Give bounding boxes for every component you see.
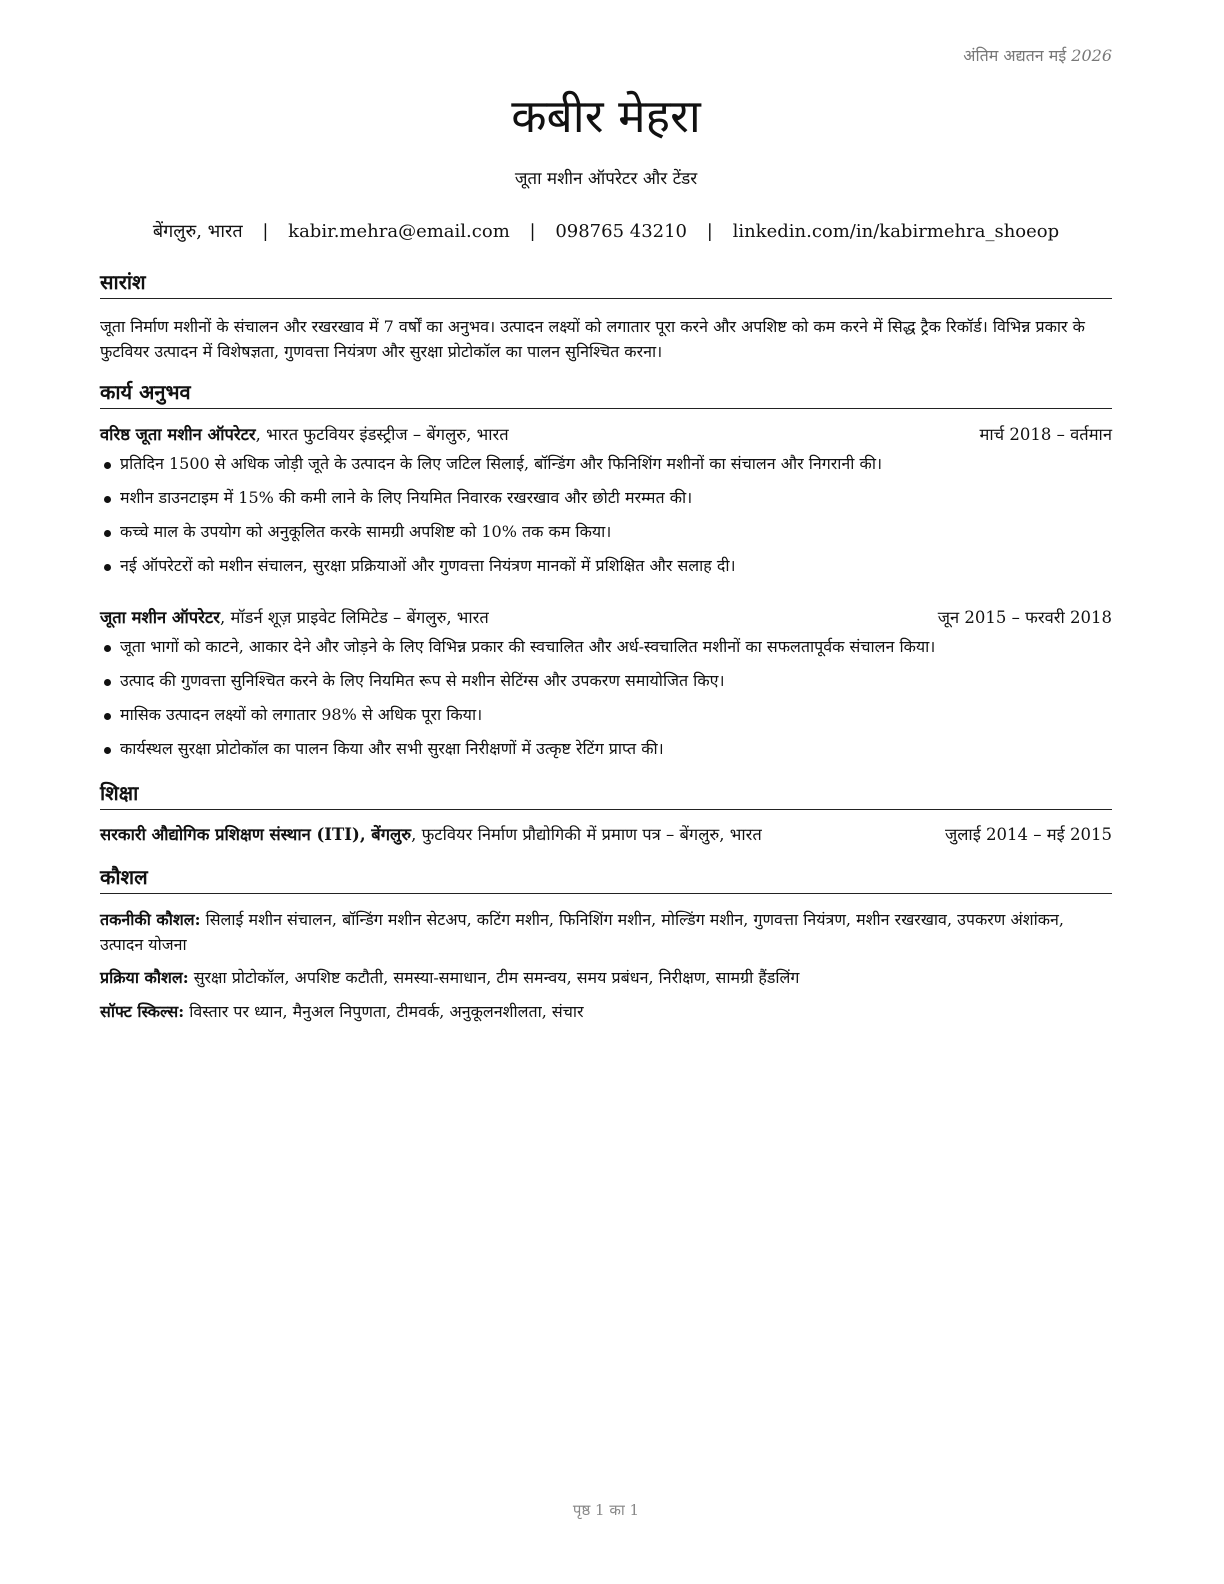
skill-value: विस्तार पर ध्यान, मैनुअल निपुणता, टीमवर्क, अनुकूलनशीलता, संचार — [184, 1002, 584, 1021]
last-updated — [963, 44, 1112, 66]
experience-heading: कार्य अनुभव — [100, 378, 1112, 409]
education-entry — [100, 823, 1112, 847]
skill-value: सिलाई मशीन संचालन, बॉन्डिंग मशीन सेटअप, कटिंग मशीन, फिनिशिंग मशीन, मोल्डिंग मशीन, गुणवत्ता नियंत्रण, मशीन रखरखाव, उपकरण अंशांकन, उत्पादन योजना — [100, 910, 1064, 954]
contact-separator: | — [529, 221, 536, 242]
job-bullets — [100, 452, 1112, 588]
education-dates: जुलाई 2014 – मई 2015 — [945, 825, 1112, 844]
job-header — [100, 606, 1112, 630]
list-item: कच्चे माल के उपयोग को अनुकूलित करके सामग्री अपशिष्ट को 10% तक कम किया। — [100, 520, 1112, 554]
last-updated-year: 2026 — [1071, 46, 1112, 65]
contact-linkedin[interactable]: linkedin.com/in/kabirmehra_shoeop — [732, 221, 1060, 242]
job-role: वरिष्ठ जूता मशीन ऑपरेटर — [100, 425, 256, 444]
contact-location: बेंगलुरु, भारत — [152, 221, 243, 242]
skills-soft — [100, 999, 1112, 1024]
list-item: मासिक उत्पादन लक्ष्यों को लगातार 98% से अधिक पूरा किया। — [100, 703, 1112, 737]
contact-separator: | — [706, 221, 713, 242]
skill-label: प्रक्रिया कौशल: — [100, 968, 189, 987]
job-bullets — [100, 635, 1112, 771]
skills-heading: कौशल — [100, 863, 1112, 894]
job-header — [100, 423, 1112, 447]
resume-page — [100, 0, 1112, 1584]
contact-phone: 098765 43210 — [555, 221, 688, 242]
candidate-name: कबीर मेहरा — [511, 89, 701, 143]
page-number: पृष्ठ 1 का 1 — [572, 1501, 640, 1519]
list-item: प्रतिदिन 1500 से अधिक जोड़ी जूते के उत्पादन के लिए जटिल सिलाई, बॉन्डिंग और फिनिशिंग मशीनों का संचालन और निगरानी की। — [100, 452, 1112, 486]
list-item: उत्पाद की गुणवत्ता सुनिश्चित करने के लिए नियमित रूप से मशीन सेटिंग्स और उपकरण समायोजित किए। — [100, 669, 1112, 703]
job-company: , मॉडर्न शूज़ प्राइवेट लिमिटेड – बेंगलुरु, भारत — [220, 608, 489, 627]
contact-separator: | — [262, 221, 269, 242]
job-dates: मार्च 2018 – वर्तमान — [979, 425, 1112, 444]
summary-heading: सारांश — [100, 268, 1112, 299]
skills-process — [100, 965, 1112, 990]
job-role: जूता मशीन ऑपरेटर — [100, 608, 220, 627]
last-updated-prefix: अंतिम अद्यतन मई — [963, 46, 1067, 65]
skills-technical — [100, 907, 1112, 957]
contact-email[interactable]: kabir.mehra@email.com — [288, 221, 510, 242]
job-dates: जून 2015 – फरवरी 2018 — [937, 608, 1112, 627]
skill-label: तकनीकी कौशल: — [100, 910, 201, 929]
education-institution: सरकारी औद्योगिक प्रशिक्षण संस्थान (ITI), बेंगलुरु — [100, 825, 412, 844]
list-item: मशीन डाउनटाइम में 15% की कमी लाने के लिए नियमित निवारक रखरखाव और छोटी मरम्मत की। — [100, 486, 1112, 520]
education-detail: , फुटवियर निर्माण प्रौद्योगिकी में प्रमाण पत्र – बेंगलुरु, भारत — [411, 825, 762, 844]
list-item: नई ऑपरेटरों को मशीन संचालन, सुरक्षा प्रक्रियाओं और गुणवत्ता नियंत्रण मानकों में प्रशिक्षित और सलाह दी। — [100, 554, 1112, 588]
job-company: , भारत फुटवियर इंडस्ट्रीज – बेंगलुरु, भारत — [255, 425, 509, 444]
list-item: जूता भागों को काटने, आकार देने और जोड़ने के लिए विभिन्न प्रकार की स्वचालित और अर्ध-स्वचालित मशीनों का सफलतापूर्वक संचालन किया। — [100, 635, 1112, 669]
list-item: कार्यस्थल सुरक्षा प्रोटोकॉल का पालन किया और सभी सुरक्षा निरीक्षणों में उत्कृष्ट रेटिंग प्राप्त की। — [100, 737, 1112, 771]
skill-label: सॉफ्ट स्किल्स: — [100, 1002, 185, 1021]
summary-text: जूता निर्माण मशीनों के संचालन और रखरखाव में 7 वर्षों का अनुभव। उत्पादन लक्ष्यों को लगातार पूरा करने और अपशिष्ट को कम करने में सिद्ध ट्रैक रिकॉर्ड। विभिन्न प्रकार के फुटवियर उत्पादन में विशेषज्ञता, गुणवत्ता नियंत्रण और सुरक्षा प्रोटोकॉल का पालन सुनिश्चित करना। — [100, 317, 1085, 361]
skill-value: सुरक्षा प्रोटोकॉल, अपशिष्ट कटौती, समस्या-समाधान, टीम समन्वय, समय प्रबंधन, निरीक्षण, सामग्री हैंडलिंग — [188, 968, 800, 987]
education-heading: शिक्षा — [100, 779, 1112, 810]
contact-line — [100, 219, 1112, 245]
job-title: जूता मशीन ऑपरेटर और टेंडर — [514, 169, 698, 189]
